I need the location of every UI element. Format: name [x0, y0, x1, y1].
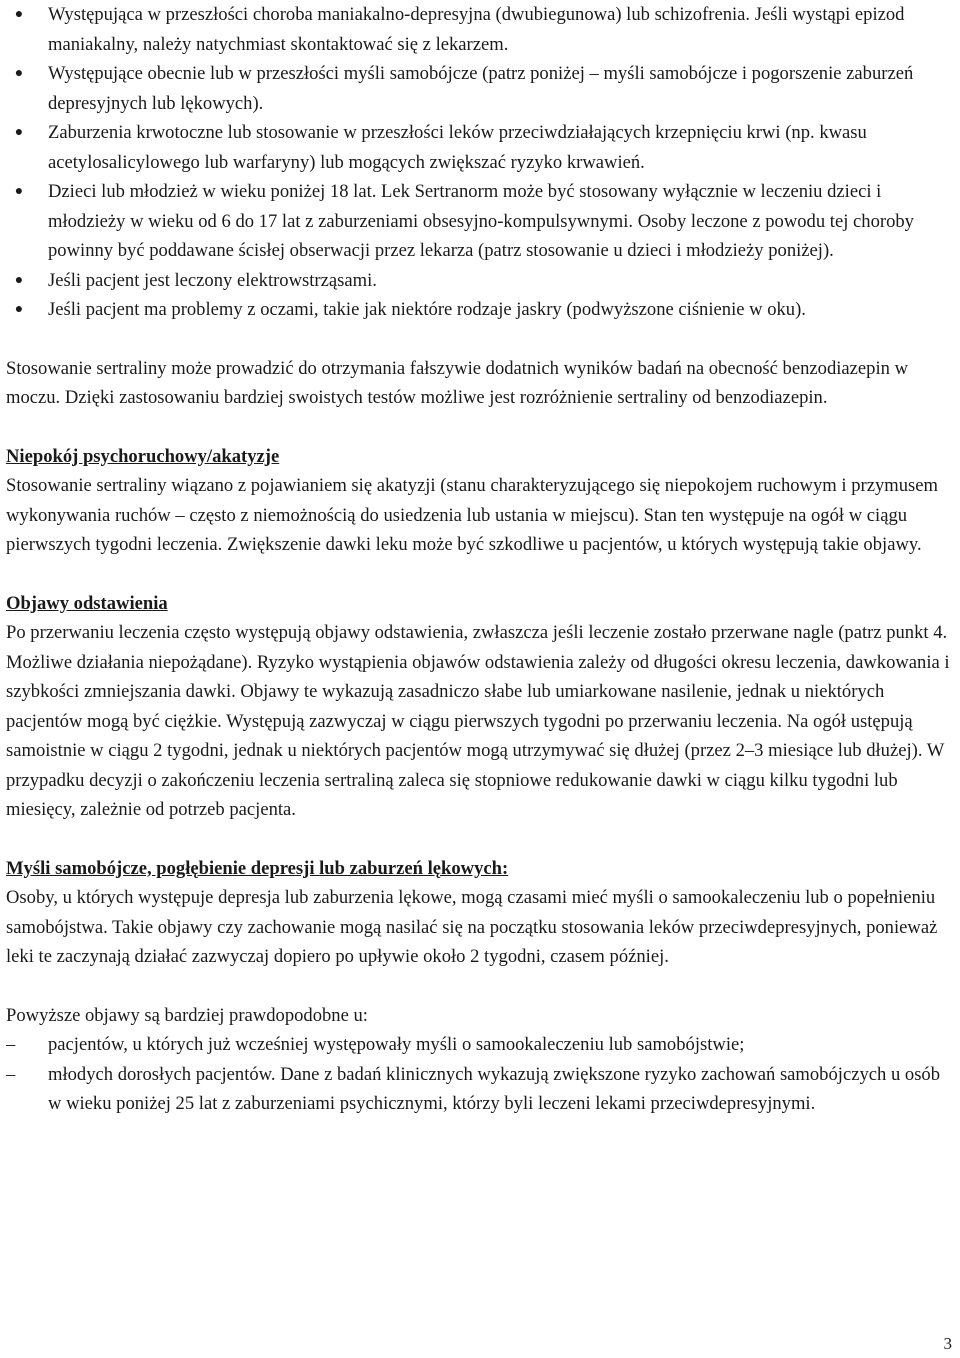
list-item-text: Jeśli pacjent jest leczony elektrowstrząsami.: [48, 269, 377, 291]
list-item-text: młodych dorosłych pacjentów. Dane z badań klinicznych wykazują zwiększone ryzyko zachowań samobójczych u osób w wieku poniżej 25 lat z zaburzeniami psychicznymi, którzy byli leczeni lekami przeciwdepresyjnymi.: [48, 1063, 941, 1114]
list-item-text: Dzieci lub młodzież w wieku poniżej 18 lat. Lek Sertranorm może być stosowany wyłącznie w leczeniu dzieci i młodzieży w wieku od 6 do 17 lat z zaburzeniami obsesyjno-kompulsywnymi. Osoby leczone z powodu tej choroby powinny być poddawane ścisłej obserwacji przez lekarza (patrz stosowanie u dzieci i młodzieży poniżej).: [48, 181, 914, 261]
spacer: [6, 825, 956, 854]
list-item-text: Występująca w przeszłości choroba maniakalno-depresyjna (dwubiegunowa) lub schizofrenia. Jeśli wystąpi epizod maniakalny, należy natychmiast skontaktować się z lekarzem.: [48, 4, 905, 55]
list-item: [6, 118, 956, 177]
list-item: [6, 1030, 956, 1060]
document-body: [6, 0, 956, 1119]
spacer: [6, 972, 956, 1001]
bullet-icon: ●: [14, 125, 24, 140]
list-item-text: Jeśli pacjent ma problemy z oczami, takie jak niektóre rodzaje jaskry (podwyższone ciśnienie w oku).: [48, 299, 806, 320]
withdrawal-paragraph: Po przerwaniu leczenia często występują objawy odstawienia, zwłaszcza jeśli leczenie zostało przerwane nagle (patrz punkt 4. Możliwe działania niepożądane). Ryzyko wystąpienia objawów odstawienia zależy od długości okresu leczenia, dawkowania i szybkości zmniejszania dawki. Objawy te wykazują zasadniczo słabe lub umiarkowane nasilenie, jednak u niektórych pacjentów mogą być ciężkie. Występują zazwyczaj w ciągu pierwszych tygodni po przerwaniu leczenia. Na ogół ustępują samoistnie w ciągu 2 tygodni, jednak u niektórych pacjentów mogą utrzymywać się dłużej (przez 2‒3 miesiące lub dłużej). W przypadku decyzji o zakończeniu leczenia sertraliną zaleca się stopniowe redukowanie dawki w ciągu kilku tygodni lub miesięcy, zależnie od potrzeb pacjenta.: [6, 622, 950, 820]
list-item: [6, 59, 956, 118]
suicidal-heading: Myśli samobójcze, pogłębienie depresji lub zaburzeń lękowych:: [6, 857, 509, 879]
bullet-icon: ●: [14, 272, 24, 288]
dash-icon: ‒: [6, 1034, 16, 1055]
spacer: [6, 413, 956, 442]
akathisia-heading: Niepokój psychoruchowy/akatyzje: [6, 445, 280, 467]
bullet-icon: ●: [14, 66, 24, 81]
suicidal-paragraph: Osoby, u których występuje depresja lub zaburzenia lękowe, mogą czasami mieć myśli o samookaleczeniu lub o popełnieniu samobójstwa. Takie objawy czy zachowanie mogą nasilać się na początku stosowania leków przeciwdepresyjnych, ponieważ leki te zaczynają działać zazwyczaj dopiero po upływie około 2 tygodni, czasem później.: [6, 887, 938, 967]
list-item: [6, 266, 956, 296]
risk-group-list: [6, 1030, 956, 1119]
risk-intro: Powyższe objawy są bardziej prawdopodobne u:: [6, 1004, 368, 1026]
spacer: [6, 560, 956, 589]
list-item: [6, 177, 956, 266]
contraindication-list: [6, 0, 956, 325]
bullet-icon: ●: [14, 184, 24, 199]
list-item-text: pacjentów, u których już wcześniej występowały myśli o samookaleczeniu lub samobójstwie;: [48, 1034, 745, 1055]
akathisia-paragraph: Stosowanie sertraliny wiązano z pojawianiem się akatyzji (stanu charakteryzującego się niepokojem ruchowym i przymusem wykonywania ruchów ‒ często z niemożnością do usiedzenia lub ustania w miejscu). Stan ten występuje na ogół w ciągu pierwszych tygodni leczenia. Zwiększenie dawki leku może być szkodliwe u pacjentów, u których występują takie objawy.: [6, 475, 938, 555]
dash-icon: ‒: [6, 1063, 16, 1085]
bullet-icon: ●: [14, 7, 24, 22]
bullet-icon: ●: [14, 302, 24, 317]
list-item: [6, 1060, 956, 1119]
spacer: [6, 325, 956, 354]
list-item: [6, 295, 956, 325]
withdrawal-heading: Objawy odstawienia: [6, 592, 168, 614]
benzodiazepine-paragraph: Stosowanie sertraliny może prowadzić do otrzymania fałszywie dodatnich wyników badań na obecność benzodiazepin w moczu. Dzięki zastosowaniu bardziej swoistych testów możliwe jest rozróżnienie sertraliny od benzodiazepin.: [6, 357, 909, 408]
list-item-text: Występujące obecnie lub w przeszłości myśli samobójcze (patrz poniżej ‒ myśli samobójcze i pogorszenie zaburzeń depresyjnych lub lękowych).: [48, 63, 914, 114]
list-item-text: Zaburzenia krwotoczne lub stosowanie w przeszłości leków przeciwdziałających krzepnięciu krwi (np. kwasu acetylosalicylowego lub warfaryny) lub mogących zwiększać ryzyko krwawień.: [48, 122, 867, 173]
list-item: [6, 0, 956, 59]
page-number: 3: [943, 1334, 952, 1353]
